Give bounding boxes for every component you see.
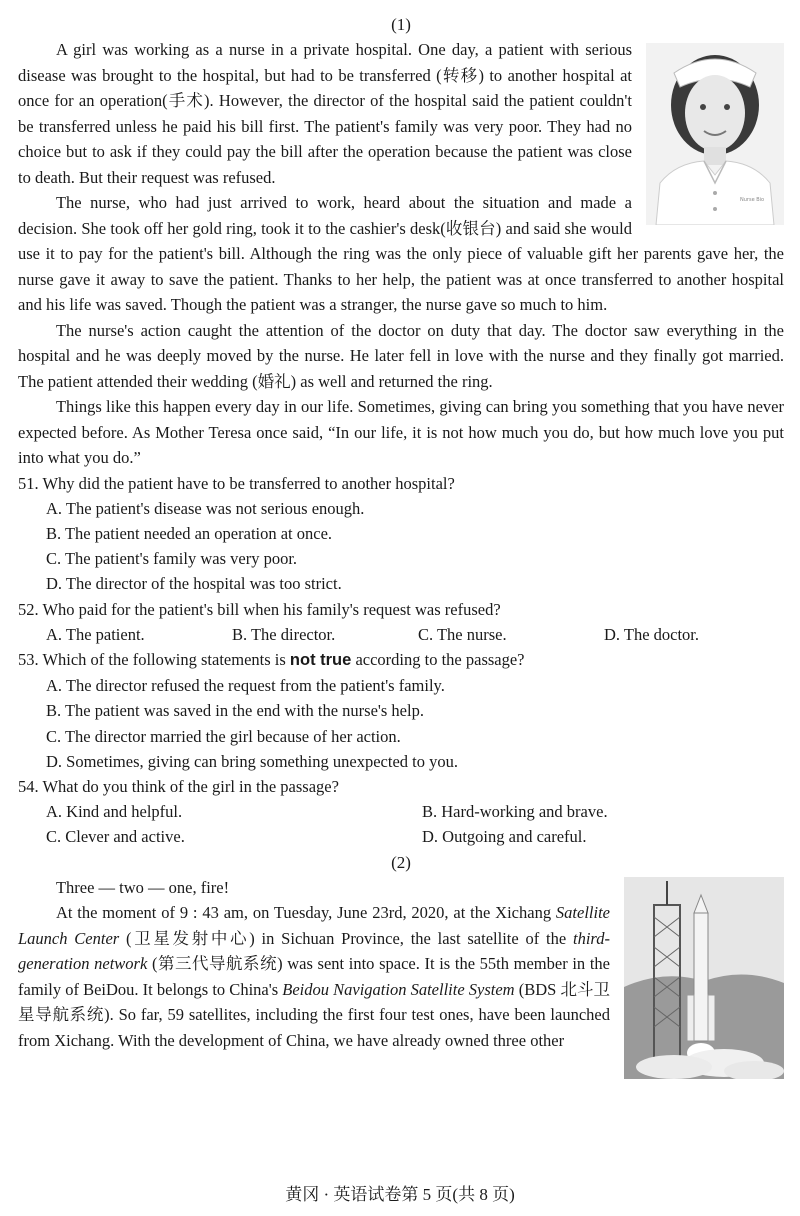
passage-1-paragraph-2: The nurse, who had just arrived to work, heard about the situation and made a decision. She took off her gold ring, took it to the cashier's desk(收银台) and said she would use it to pay for the patient's bill. Although the ring was the only piece of valuable gift her parents gave her, the nurse gave it away to save the patient. Thanks to her help, the patient was at once transferred to another hospital and his life was saved. Though the patient was a stranger, the nurse gave so much to him. — [18, 193, 784, 314]
option-b: B. Hard-working and brave. — [422, 802, 608, 822]
term-third-generation-network: third-generation network — [18, 928, 610, 974]
question-stem: 51. Why did the patient have to be transferred to another hospital? — [18, 473, 455, 493]
option-b: B. The patient needed an operation at once. — [46, 523, 333, 543]
passage-1-paragraph-3: The nurse's action caught the attention of the doctor on duty that day. The doctor saw everything in the hospital and he was deeply moved by the nurse. He later fell in love with the nurse and they finally got married. The patient attended their wedding (婚礼) as well and returned the ring. — [18, 320, 784, 391]
option-a: A. The patient. — [46, 624, 145, 644]
question-52 — [18, 597, 784, 647]
question-stem: 54. What do you think of the girl in the passage? — [18, 776, 339, 796]
text-run: (第三代导航系统) was sent into space. It is the 55th member in the family of BeiDou. It belongs to China's — [18, 954, 610, 999]
passage-1-paragraph-1: A girl was working as a nurse in a private hospital. One day, a patient with serious disease was brought to the hospital, but had to be transferred (转移) to another hospital at once for an operation(手术). However, the director of the hospital said the patient couldn't be transferred unless he paid his bill first. The patient's family was very poor. They had no choice but to ask if they could pay the bill after the operation because the patient was close to death. But their request was refused. — [18, 40, 632, 187]
rocket-launch-photo — [624, 877, 784, 1079]
option-d: D. The doctor. — [604, 624, 700, 644]
option-d: D. Outgoing and careful. — [422, 827, 587, 847]
option-c: C. The director married the girl because of her action. — [46, 726, 401, 746]
option-b: B. The director. — [232, 624, 336, 644]
term-satellite-launch-center: Satellite Launch Center — [18, 903, 610, 948]
option-a: A. Kind and helpful. — [46, 802, 183, 822]
section-1-number: (1) — [391, 15, 411, 34]
page-footer: 黄冈 · 英语试卷第 5 页(共 8 页) — [285, 1185, 515, 1204]
option-a: A. The director refused the request from the patient's family. — [46, 676, 445, 696]
option-c: C. The patient's family was very poor. — [46, 549, 298, 569]
passage-2-paragraph-1: Three — two — one, fire! — [55, 877, 230, 897]
options-row-2 — [18, 824, 784, 849]
question-stem — [18, 647, 784, 673]
text-run: (卫星发射中心) in Sichuan Province, the last satellite of the — [119, 928, 574, 948]
text-run: At the moment of 9 : 43 am, on Tuesday, June 23rd, 2020, at the Xichang — [55, 903, 556, 923]
options-row-1 — [18, 799, 784, 824]
options-row — [18, 622, 784, 647]
stem-text: 53. Which of the following statements is — [18, 649, 290, 669]
question-54 — [18, 774, 784, 850]
section-2-number: (2) — [391, 852, 411, 872]
question-53 — [18, 647, 784, 774]
option-d: D. The director of the hospital was too strict. — [46, 574, 342, 594]
option-c: C. Clever and active. — [46, 827, 185, 847]
nurse-photo — [646, 43, 784, 225]
stem-text-end: according to the passage? — [351, 649, 525, 669]
question-stem: 52. Who paid for the patient's bill when his family's request was refused? — [18, 599, 501, 619]
option-d: D. Sometimes, giving can bring something unexpected to you. — [46, 751, 458, 771]
option-c: C. The nurse. — [418, 624, 507, 644]
question-51 — [18, 471, 784, 597]
term-beidou-system: Beidou Navigation Satellite System — [282, 979, 515, 999]
option-a: A. The patient's disease was not serious enough. — [46, 498, 365, 518]
option-b: B. The patient was saved in the end with the nurse's help. — [46, 701, 424, 721]
nurse-badge: Nurse Bio — [740, 197, 765, 203]
exam-page — [18, 12, 784, 1083]
stem-emphasis: not true — [289, 650, 352, 669]
passage-1-paragraph-4: Things like this happen every day in our life. Sometimes, giving can bring you something that you have never expected before. As Mother Teresa once said, “In our life, it is not how much you do, but how much love you put into what you do.” — [18, 397, 784, 467]
text-run: (BDS 北斗卫星导航系统). So far, 59 satellites, including the first four test ones, have been launched from Xichang. With the development of China, we have already owned three other — [18, 979, 610, 1050]
